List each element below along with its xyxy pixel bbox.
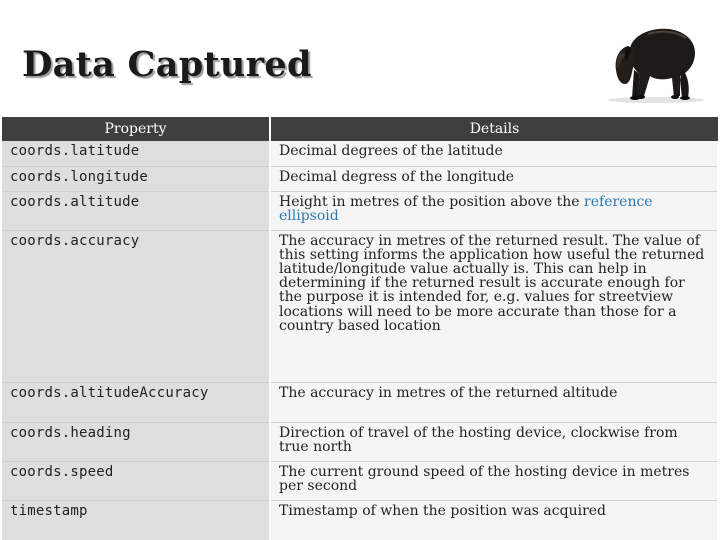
property-cell: coords.altitude	[2, 191, 270, 230]
property-cell: coords.heading	[2, 422, 270, 461]
table-row	[2, 230, 718, 382]
table-row	[2, 141, 718, 166]
details-cell: Timestamp of when the position was acquired	[270, 500, 718, 540]
property-cell: coords.altitudeAccuracy	[2, 382, 270, 422]
details-cell: Decimal degress of the longitude	[270, 166, 718, 191]
property-cell: coords.longitude	[2, 166, 270, 191]
properties-table-container	[2, 117, 720, 540]
details-text: Height in metres of the position above the	[279, 193, 585, 210]
table-row	[2, 422, 718, 461]
table-row	[2, 461, 718, 500]
property-cell: timestamp	[2, 500, 270, 540]
property-cell: coords.accuracy	[2, 230, 270, 382]
table-header-row	[2, 117, 718, 141]
properties-table	[2, 117, 719, 540]
details-cell: The current ground speed of the hosting device in metres per second	[270, 461, 718, 500]
reference-ellipsoid-link[interactable]: reference ellipsoid	[279, 193, 653, 224]
dog-photo	[598, 18, 710, 104]
table-row	[2, 166, 718, 191]
details-cell: The accuracy in metres of the returned result. The value of this setting informs the application how useful the returned latitude/longitude value actually is. This can help in determining if the returned result is accurate enough for the purpose it is intended for, e.g. values for streetview locations will need to be more accurate than those for a country based location	[270, 230, 718, 382]
details-cell: Direction of travel of the hosting device, clockwise from true north	[270, 422, 718, 461]
details-cell	[270, 191, 718, 230]
details-cell: Decimal degrees of the latitude	[270, 141, 718, 166]
table-row	[2, 382, 718, 422]
property-cell: coords.speed	[2, 461, 270, 500]
table-row	[2, 500, 718, 540]
details-cell: The accuracy in metres of the returned altitude	[270, 382, 718, 422]
slide-title: Data Captured	[22, 44, 312, 85]
table-row	[2, 191, 718, 230]
property-cell: coords.latitude	[2, 141, 270, 166]
column-header-property: Property	[2, 117, 270, 141]
column-header-details: Details	[270, 117, 718, 141]
